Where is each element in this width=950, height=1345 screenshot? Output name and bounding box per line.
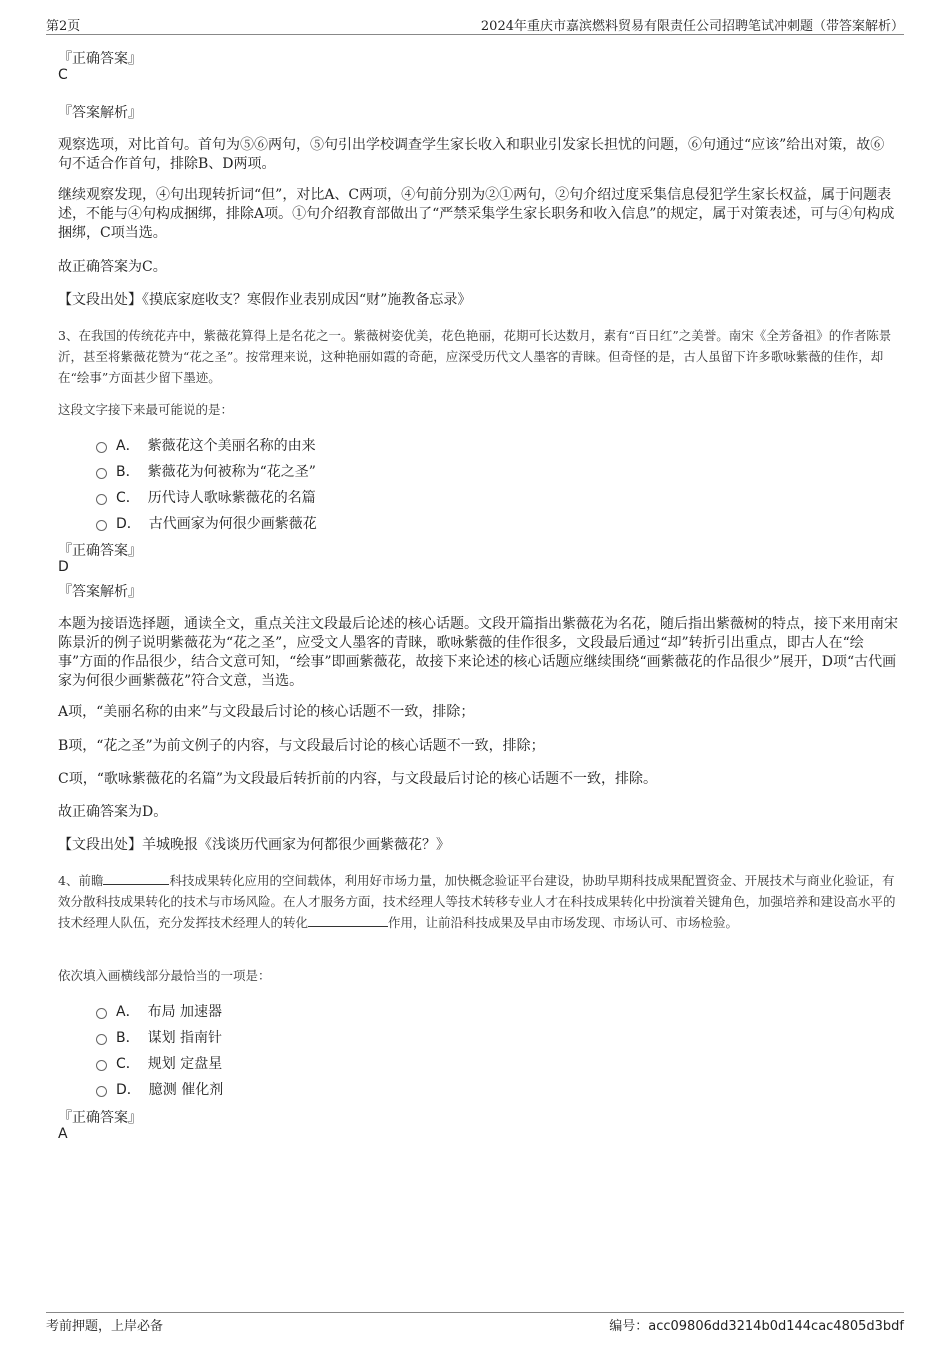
q3-option-b[interactable]: B． 紫薇花为何被称为“花之圣”	[96, 461, 316, 481]
q3-stem: 3、在我国的传统花卉中，紫薇花算得上是名花之一。紫薇树姿优美，花色艳丽，花期可长达数月，素有“百日红”之美誉。南宋《全芳备祖》的作者陈景沂，甚至将紫薇花赞为“花之圣”。按常理来说，这种艳丽如霞的奇葩，应深受历代文人墨客的青睐。但奇怪的是，古人虽留下许多歌咏紫薇的佳作，却在“绘事”方面甚少留下墨迹。	[58, 328, 892, 385]
fill-blank-1	[103, 872, 169, 885]
q2-conclusion: 故正确答案为C。	[58, 259, 167, 275]
q3-source: 【文段出处】羊城晚报《浅谈历代画家为何都很少画紫薇花？》	[58, 837, 450, 853]
q3-analysis-option-a: A项，“美丽名称的由来”与文段最后讨论的核心话题不一致，排除；	[58, 704, 475, 720]
q4-answer: A	[58, 1126, 68, 1142]
page-footer	[46, 1312, 904, 1335]
radio-icon[interactable]	[96, 468, 107, 479]
q3-conclusion: 故正确答案为D。	[58, 804, 168, 820]
q4-option-b[interactable]: B． 谋划 指南针	[96, 1027, 222, 1047]
radio-icon[interactable]	[96, 1034, 107, 1045]
q3-correct-answer-label: 『正确答案』	[58, 543, 142, 559]
radio-icon[interactable]	[96, 1008, 107, 1019]
radio-icon[interactable]	[96, 1086, 107, 1097]
footer-slogan: 考前押题，上岸必备	[46, 1319, 164, 1334]
document-code: 编号：acc09806dd3214b0d144cac4805d3bdf	[609, 1319, 904, 1334]
q2-analysis-label: 『答案解析』	[58, 105, 142, 121]
q4-option-a[interactable]: A． 布局 加速器	[96, 1001, 222, 1021]
q3-analysis-paragraph: 本题为接语选择题，通读全文，重点关注文段最后论述的核心话题。文段开篇指出紫薇花为名花，随后指出紫薇树的特点，接下来用南宋陈景沂的例子说明紫薇花为“花之圣”，应受文人墨客的青睐，歌咏紫薇的佳作很多，文段最后通过“却”转折引出重点，即古人在“绘事”方面的作品很少，结合文意可知，“绘事”即画紫薇花，故接下来论述的核心话题应继续围绕“画紫薇花的作品很少”展开，D项“古代画家为何很少画紫薇花”符合文意，当选。	[58, 616, 898, 689]
radio-icon[interactable]	[96, 494, 107, 505]
q3-option-d[interactable]: D． 古代画家为何很少画紫薇花	[96, 513, 317, 533]
q4-prompt: 依次填入画横线部分最恰当的一项是：	[58, 968, 271, 983]
document-title: 2024年重庆市嘉滨燃料贸易有限责任公司招聘笔试冲刺题（带答案解析）	[480, 19, 904, 34]
q4-option-c[interactable]: C． 规划 定盘星	[96, 1053, 222, 1073]
q4-correct-answer-label: 『正确答案』	[58, 1110, 142, 1126]
q2-analysis-paragraph: 观察选项，对比首句。首句为⑤⑥两句，⑤句引出学校调查学生家长收入和职业引发家长担忧的问题，⑥句通过“应该”给出对策，故⑥句不适合作首句，排除B、D两项。	[58, 137, 885, 172]
q2-correct-answer-label: 『正确答案』	[58, 51, 142, 67]
page-header	[46, 14, 904, 35]
radio-icon[interactable]	[96, 442, 107, 453]
q4-option-d[interactable]: D． 臆测 催化剂	[96, 1079, 223, 1099]
q3-analysis-option-b: B项，“花之圣”为前文例子的内容，与文段最后讨论的核心话题不一致，排除；	[58, 738, 545, 754]
radio-icon[interactable]	[96, 520, 107, 531]
q2-source: 【文段出处】《摸底家庭收支？寒假作业表别成因“财”施教备忘录》	[58, 292, 472, 308]
q4-stem: 4、前瞻 科技成果转化应用的空间载体，利用好市场力量，加快概念验证平台建设，协助早期科技成果配置资金、开展技术与商业化验证，有效分散科技成果转化的技术与市场风险。在人才服务方面，技术经理人等技术转移专业人才在科技成果转化中扮演着关键角色，加强培养和建设高水平的技术经理人队伍，充分发挥技术经理人的转化 作用，让前沿科技成果及早由市场发现、市场认可、市场检验。	[58, 873, 896, 930]
page-number: 第2页	[46, 19, 81, 34]
q3-analysis-option-c: C项，“歌咏紫薇花的名篇”为文段最后转折前的内容，与文段最后讨论的核心话题不一致，排除。	[58, 771, 658, 787]
q3-answer: D	[58, 559, 69, 575]
q3-option-c[interactable]: C． 历代诗人歌咏紫薇花的名篇	[96, 487, 316, 507]
fill-blank-2	[308, 914, 388, 927]
q3-option-a[interactable]: A． 紫薇花这个美丽名称的由来	[96, 435, 316, 455]
q2-analysis-paragraph: 继续观察发现，④句出现转折词“但”，对比A、C两项，④句前分别为②①两句，②句介绍过度采集信息侵犯学生家长权益，属于问题表述，不能与④句构成捆绑，排除A项。①句介绍教育部做出了“严禁采集学生家长职务和收入信息”的规定，属于对策表述，可与④句构成捆绑，C项当选。	[58, 187, 895, 241]
q3-prompt: 这段文字接下来最可能说的是：	[58, 402, 234, 417]
radio-icon[interactable]	[96, 1060, 107, 1071]
q2-answer: C	[58, 67, 68, 83]
q3-analysis-label: 『答案解析』	[58, 584, 142, 600]
